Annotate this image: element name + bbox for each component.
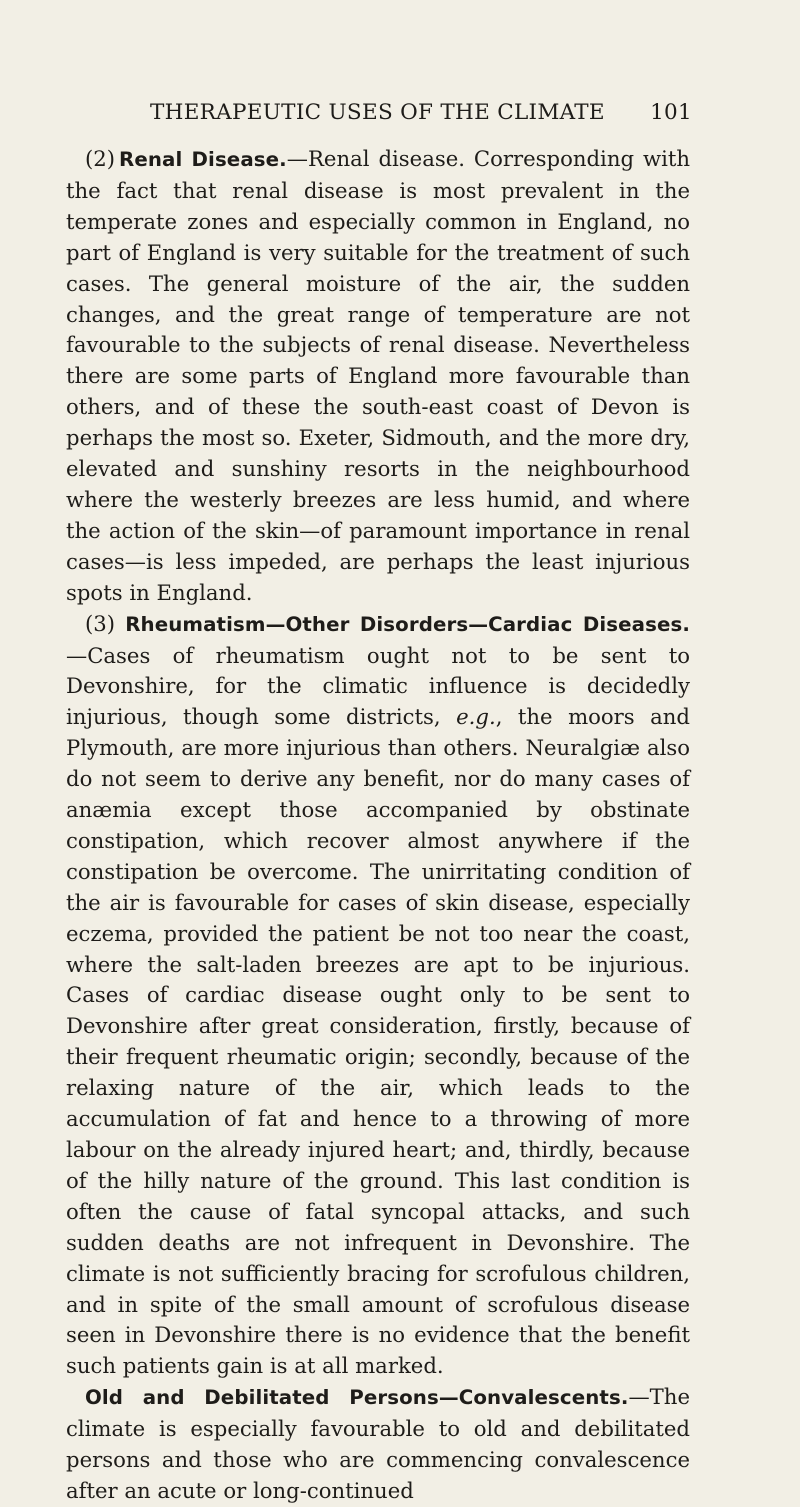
paragraph-body: Cases of rheumatism ought not to be sent to Devonshire, for the climatic influence is decidedly injurious, though some districts, — [66, 642, 690, 730]
paragraph-body: The climate is especially favourable to old and debilitated persons and those who are commencing convalescence after an acute or long-continued — [66, 1384, 690, 1503]
running-title: THERAPEUTIC USES OF THE CLIMATE — [150, 100, 605, 125]
paragraph-number: (3) — [85, 610, 116, 636]
heading-dash: — — [286, 146, 308, 171]
paragraph-rheumatism — [66, 609, 690, 1383]
body-text — [66, 144, 690, 1507]
paragraph-old-debilitated — [66, 1382, 690, 1507]
paragraph-body: Renal disease. Corresponding with the fact that renal disease is most prevalent in the temperate zones and especially common in England, no part of England is very suitable for the treatment of such cases. The general moisture of the air, the sudden changes, and the great range of temperature are not favourable to the subjects of renal disease. Nevertheless there are some parts of England more favourable than others, and of these the south-east coast of Devon is perhaps the most so. Exeter, Sidmouth, and the more dry, elevated and sunshiny resorts in the neighbourhood where the westerly breezes are less humid, and where the action of the skin—of paramount importance in renal cases—is less impeded, are perhaps the least injurious spots in England. — [66, 146, 691, 605]
running-head — [150, 100, 692, 130]
paragraph-renal-disease — [66, 144, 690, 609]
page-number: 101 — [650, 100, 692, 125]
paragraph-number: (2) — [85, 146, 116, 171]
heading-dash: — — [628, 1384, 650, 1410]
paragraph-body-continued: , the moors and Plymouth, are more injurious than others. Neuralgiæ also do not seem to derive any benefit, nor do many cases of anæmia except those accompanied by obstinate constipation, which recover almost anywhere if the constipation be overcome. The unirritating condition of the air is favourable for cases of skin disease, especially eczema, provided the patient be not too near the coast, where the salt-laden breezes are apt to be injurious. Cases of cardiac disease ought only to be sent to Devonshire after great consideration, firstly, because of their frequent rheumatic origin; secondly, because of the relaxing nature of the air, which leads to the accumulation of fat and hence to a throwing of more labour on the already injured heart; and, thirdly, because of the hilly nature of the ground. This last condition is often the cause of fatal syncopal attacks, and such sudden deaths are not infrequent in Devonshire. The climate is not sufficiently bracing for scrofulous children, and in spite of the small amount of scrofulous disease seen in Devonshire there is no evidence that the benefit such patients gain is at all marked. — [66, 704, 690, 1379]
section-heading-old-debilitated: Old and Debilitated Persons—Convalescents. — [85, 1386, 629, 1410]
section-heading-renal-disease: Renal Disease. — [119, 148, 287, 171]
heading-dash: — — [66, 642, 88, 668]
italic-abbreviation: e.g. — [456, 704, 496, 730]
section-heading-rheumatism: Rheumatism—Other Disorders—Cardiac Diseases. — [125, 612, 690, 636]
